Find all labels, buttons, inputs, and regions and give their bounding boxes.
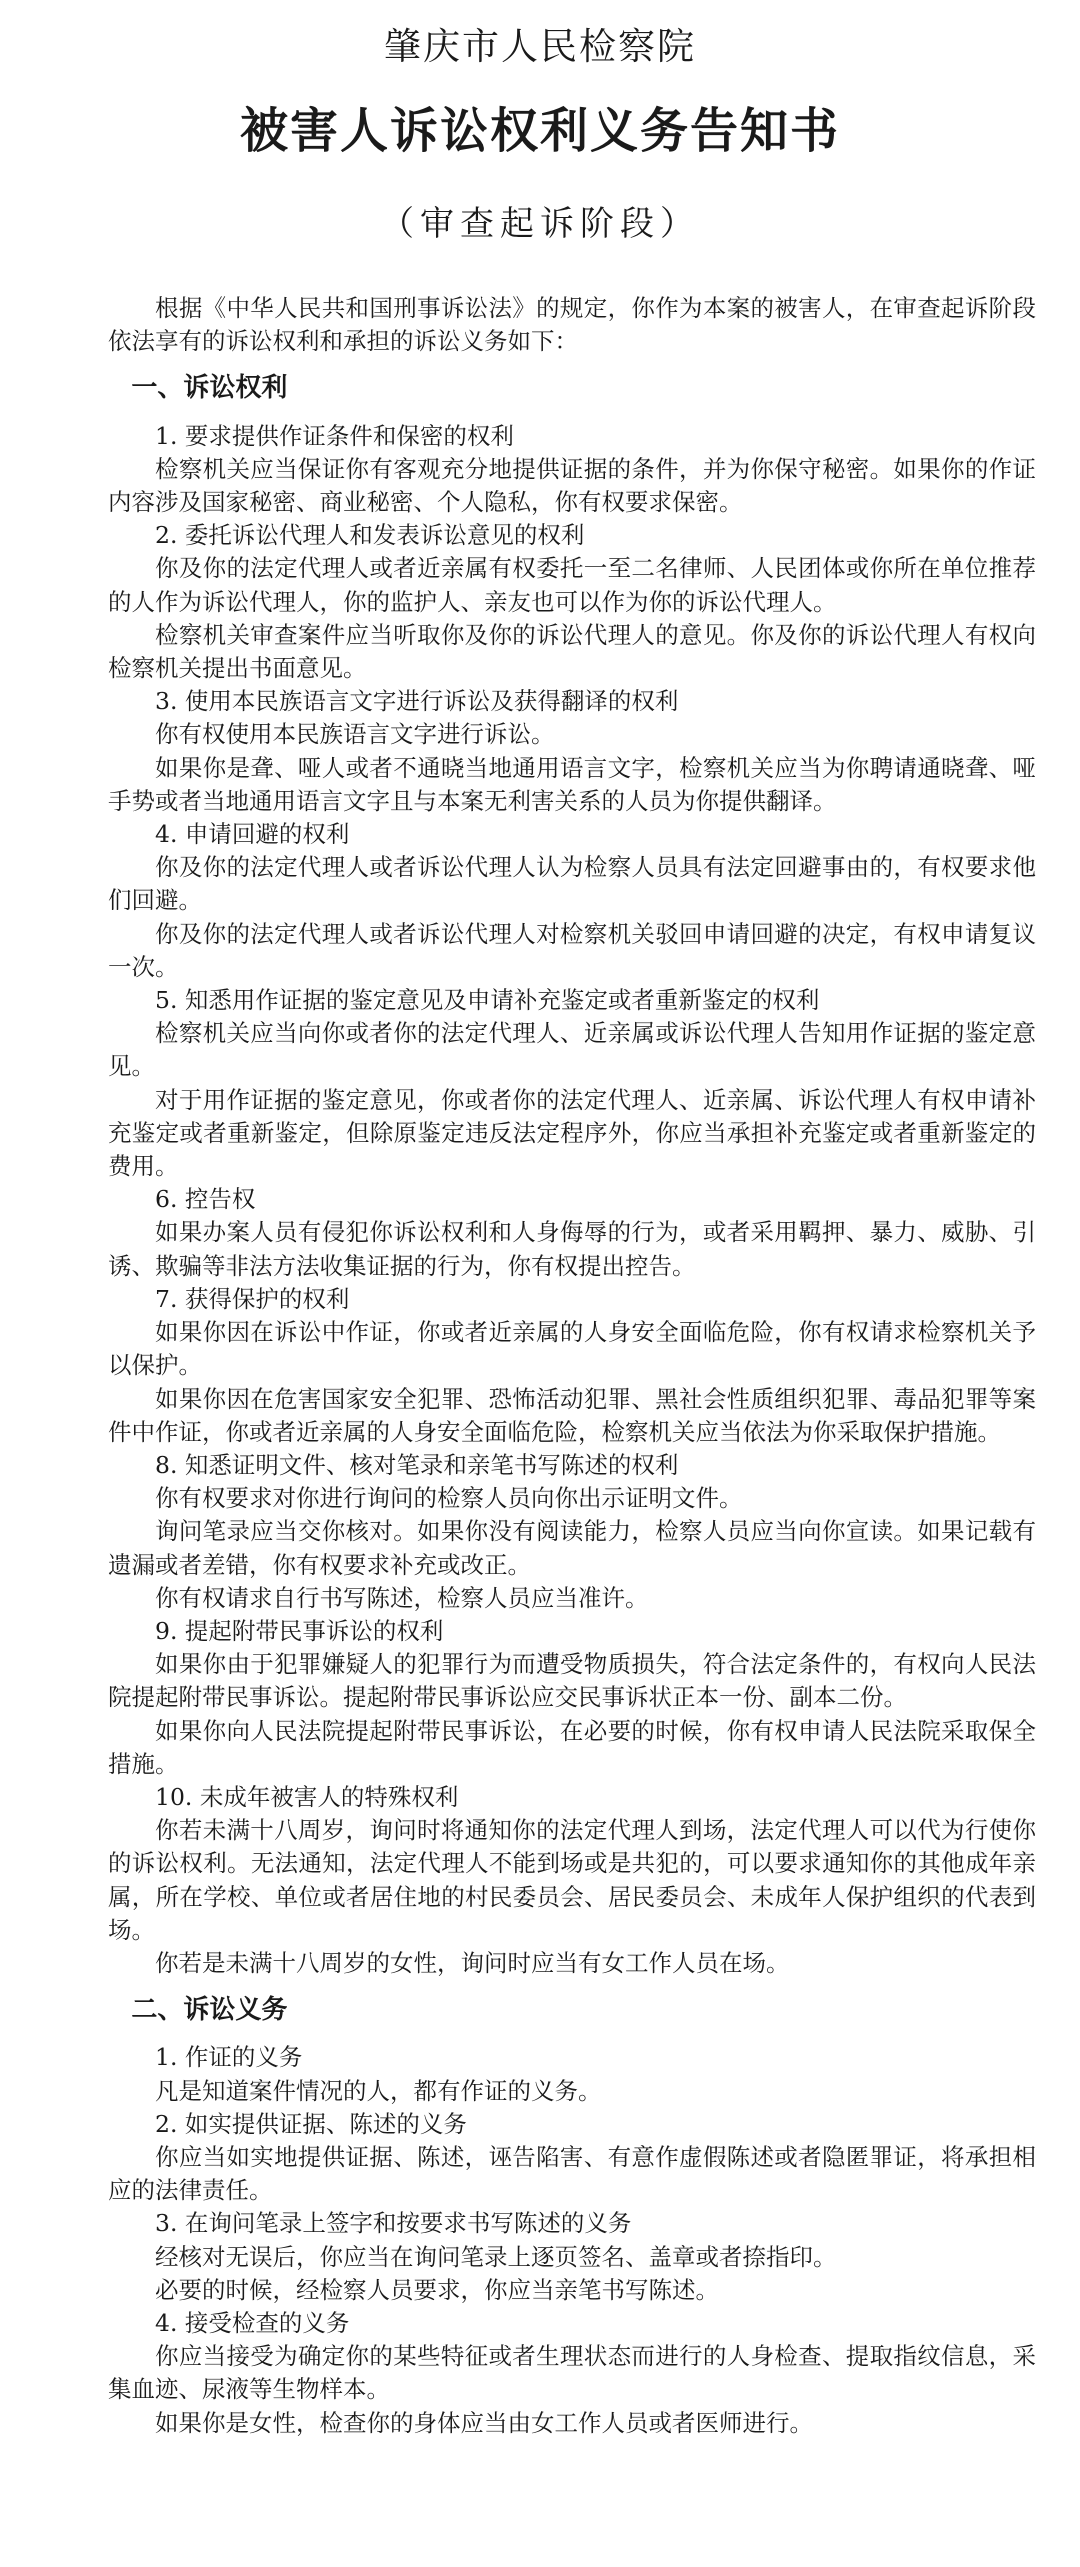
duties-item-paragraph: 你应当接受为确定你的某些特征或者生理状态而进行的人身检查、提取指纹信息，采集血迹、尿液等生物样本。 [108, 2342, 1036, 2404]
document-body [108, 292, 1036, 2440]
rights-item-title: 9. 提起附带民事诉讼的权利 [155, 1616, 444, 1645]
rights-item-title: 8. 知悉证明文件、核对笔录和亲笔书写陈述的权利 [155, 1450, 679, 1479]
rights-list [108, 420, 1036, 1981]
duties-item-title: 4. 接受检查的义务 [155, 2308, 350, 2337]
rights-item-title: 2. 委托诉讼代理人和发表诉讼意见的权利 [155, 521, 585, 550]
rights-item-title: 6. 控告权 [155, 1185, 256, 1214]
rights-item-paragraph: 如果你向人民法院提起附带民事诉讼，在必要的时候，你有权申请人民法院采取保全措施。 [108, 1716, 1036, 1778]
rights-item-paragraph: 你有权使用本民族语言文字进行诉讼。 [155, 720, 555, 749]
organization-name: 肇庆市人民检察院 [384, 25, 696, 68]
rights-item-paragraph: 如果你因在诉讼中作证，你或者近亲属的人身安全面临危险，你有权请求检察机关予以保护。 [108, 1318, 1036, 1380]
section-heading-rights: 一、诉讼权利 [131, 373, 288, 404]
rights-item-title: 3. 使用本民族语言文字进行诉讼及获得翻译的权利 [155, 687, 679, 716]
document-title: 被害人诉讼权利义务告知书 [239, 103, 840, 159]
rights-item-title: 5. 知悉用作证据的鉴定意见及申请补充鉴定或者重新鉴定的权利 [155, 986, 820, 1015]
rights-item-paragraph: 如果办案人员有侵犯你诉讼权利和人身侮辱的行为，或者采用羁押、暴力、威胁、引诱、欺骗等非法方法收集证据的行为，你有权提出控告。 [108, 1218, 1036, 1280]
rights-item-title: 4. 申请回避的权利 [155, 820, 350, 849]
rights-item-title: 1. 要求提供作证条件和保密的权利 [155, 421, 514, 450]
duties-item-paragraph: 必要的时候，经检察人员要求，你应当亲笔书写陈述。 [155, 2275, 719, 2304]
rights-item-paragraph: 检察机关应当保证你有客观充分地提供证据的条件，并为你保守秘密。如果你的作证内容涉及国家秘密、商业秘密、个人隐私，你有权要求保密。 [108, 454, 1036, 517]
rights-item-paragraph: 你及你的法定代理人或者诉讼代理人认为检察人员具有法定回避事由的，有权要求他们回避。 [108, 853, 1036, 915]
rights-item-paragraph: 如果你是聋、哑人或者不通晓当地通用语言文字，检察机关应当为你聘请通晓聋、哑手势或者当地通用语言文字且与本案无利害关系的人员为你提供翻译。 [108, 753, 1036, 815]
rights-item-paragraph: 询问笔录应当交你核对。如果你没有阅读能力，检察人员应当向你宣读。如果记载有遗漏或者差错，你有权要求补充或改正。 [108, 1517, 1036, 1579]
rights-item-paragraph: 检察机关审查案件应当听取你及你的诉讼代理人的意见。你及你的诉讼代理人有权向检察机关提出书面意见。 [108, 620, 1036, 683]
duties-item-paragraph: 凡是知道案件情况的人，都有作证的义务。 [155, 2076, 602, 2105]
duties-item-title: 1. 作证的义务 [155, 2043, 303, 2072]
rights-item-paragraph: 你有权请求自行书写陈述，检察人员应当准许。 [155, 1583, 649, 1612]
rights-item-paragraph: 你及你的法定代理人或者诉讼代理人对检察机关驳回申请回避的决定，有权申请复议一次。 [108, 919, 1036, 981]
duties-item-title: 2. 如实提供证据、陈述的义务 [155, 2109, 467, 2138]
intro-paragraph: 根据《中华人民共和国刑事诉讼法》的规定，你作为本案的被害人，在审查起诉阶段依法享有的诉讼权利和承担的诉讼义务如下： [108, 294, 1036, 356]
rights-item-title: 7. 获得保护的权利 [155, 1284, 350, 1313]
rights-item-paragraph: 你若未满十八周岁，询问时将通知你的法定代理人到场，法定代理人可以代为行使你的诉讼权利。无法通知，法定代理人不能到场或是共犯的，可以要求通知你的其他成年亲属，所在学校、单位或者居住地的村民委员会、居民委员会、未成年人保护组织的代表到场。 [108, 1816, 1036, 1944]
rights-item-title: 10. 未成年被害人的特殊权利 [155, 1782, 459, 1811]
rights-item-paragraph: 如果你由于犯罪嫌疑人的犯罪行为而遭受物质损失，符合法定条件的，有权向人民法院提起附带民事诉讼。提起附带民事诉讼应交民事诉状正本一份、副本二份。 [108, 1650, 1036, 1712]
document-subtitle: （审查起诉阶段） [380, 204, 700, 244]
rights-item-paragraph: 你及你的法定代理人或者近亲属有权委托一至二名律师、人民团体或你所在单位推荐的人作为诉讼代理人，你的监护人、亲友也可以作为你的诉讼代理人。 [108, 554, 1036, 616]
duties-list [108, 2041, 1036, 2439]
rights-item-paragraph: 如果你因在危害国家安全犯罪、恐怖活动犯罪、黑社会性质组织犯罪、毒品犯罪等案件中作证，你或者近亲属的人身安全面临危险，检察机关应当依法为你采取保护措施。 [108, 1384, 1036, 1446]
rights-item-paragraph: 检察机关应当向你或者你的法定代理人、近亲属或诉讼代理人告知用作证据的鉴定意见。 [108, 1019, 1036, 1081]
rights-item-paragraph: 对于用作证据的鉴定意见，你或者你的法定代理人、近亲属、诉讼代理人有权申请补充鉴定或者重新鉴定，但除原鉴定违反法定程序外，你应当承担补充鉴定或者重新鉴定的费用。 [108, 1085, 1036, 1181]
duties-item-paragraph: 经核对无误后，你应当在询问笔录上逐页签名、盖章或者捺指印。 [155, 2242, 837, 2271]
section-heading-duties: 二、诉讼义务 [131, 1995, 288, 2026]
duties-item-paragraph: 你应当如实地提供证据、陈述，诬告陷害、有意作虚假陈述或者隐匿罪证，将承担相应的法律责任。 [108, 2142, 1036, 2205]
duties-item-title: 3. 在询问笔录上签字和按要求书写陈述的义务 [155, 2209, 632, 2238]
rights-item-paragraph: 你有权要求对你进行询问的检察人员向你出示证明文件。 [155, 1484, 743, 1513]
rights-item-paragraph: 你若是未满十八周岁的女性，询问时应当有女工作人员在场。 [155, 1948, 790, 1977]
duties-item-paragraph: 如果你是女性，检查你的身体应当由女工作人员或者医师进行。 [155, 2408, 813, 2437]
